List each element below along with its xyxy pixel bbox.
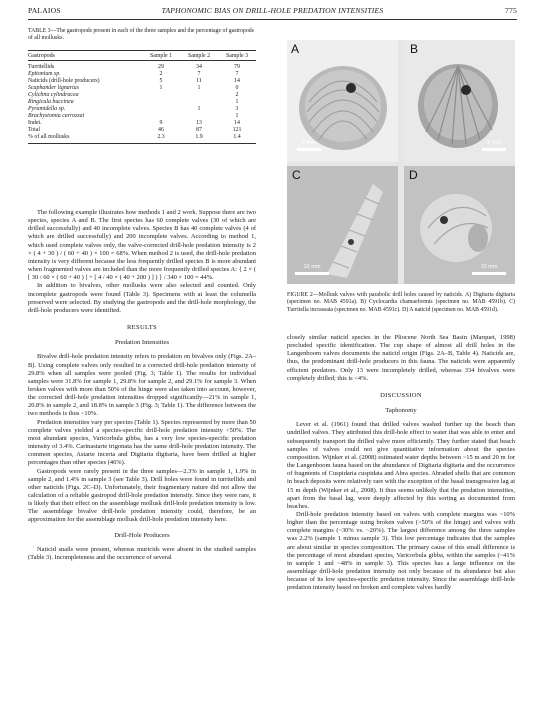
table-row [28, 78, 256, 85]
table-cell: 1 [197, 106, 201, 112]
table-cell: 1.4 [218, 134, 256, 143]
table-cell [142, 92, 180, 99]
panel-b [404, 40, 515, 162]
table-row [28, 85, 256, 92]
section-heading-discussion: DISCUSSION [380, 391, 422, 399]
table-header-row [28, 51, 256, 61]
table-cell: 7 [235, 71, 239, 77]
taxon-name: % of all mollusks [28, 134, 142, 143]
table-cell: 0 [235, 85, 239, 91]
scale-label: 2 mm [487, 140, 501, 146]
running-title: TAPHONOMIC BIAS ON DRILL-HOLE PREDATION INTENSITIES [161, 6, 384, 15]
table-cell: 7 [197, 71, 201, 77]
table-cell [142, 113, 180, 120]
table-cell: 9 [159, 120, 163, 126]
table-cell: 2 [235, 92, 239, 98]
figure-2 [287, 40, 515, 284]
paragraph: Bivalve drill-hole predation intensity refers to predation on bivalves only (Figs. 2A–B). Using complete valves only resulted in a corrected drill-hole predation intensity of 29.8% when all samples were pooled (Fig. 3; Table 1). The results for individual samples were 31.8% for sample 1, 29.8% for sample 2, and 29.1% for sample 3. When broken valves with more than 50% of the hinge were also taken into account, however, the corrected drill-hole predation intensities dropped significantly—21% in sample 1, 20.8% in sample 2, and 18.8% in sample 3 (Fig. 3; Table 1). The difference between the two methods is thus ~10%. [28, 353, 256, 418]
scale-bar [472, 272, 506, 275]
gastropod-table [28, 50, 256, 144]
column-header: Gastropods [28, 51, 142, 61]
taxon-name: Cylichna cylindracea [28, 92, 79, 98]
table-row [28, 106, 256, 113]
table-cell: 3 [235, 106, 239, 112]
right-column [287, 334, 515, 593]
table-cell: 46 [158, 127, 164, 133]
panel-label: D [409, 168, 418, 182]
table-row [28, 120, 256, 127]
subsection-heading-taphonomy: Taphonomy [385, 407, 417, 415]
figure-caption-lead: FIGURE 2 [287, 292, 313, 298]
table-cell: 14 [234, 78, 240, 84]
taxon-name: Brachystomia carrozzai [28, 113, 85, 119]
journal-name: PALAIOS [28, 6, 61, 15]
taxon-name: Ringicula buccinea [28, 99, 74, 105]
table-cell [180, 99, 218, 106]
column-header: Sample 1 [142, 51, 180, 61]
panel-c [287, 166, 398, 284]
taxon-name: Naticids (drill-hole producers) [28, 78, 100, 84]
panel-d [404, 166, 515, 284]
table-caption-text: —The gastropods present in each of the three samples and the percentage of gastropods of all mollusks. [28, 28, 254, 42]
table-caption [28, 28, 256, 42]
scale-bar [295, 272, 329, 275]
table-cell: 121 [232, 127, 242, 133]
paragraph: Lever et al. (1961) found that drilled valves washed further up the beach than undrilled valves. They attributed this drill-hole effect to water that was able to enter and subsequently transport the drilled valve more efficiently. They further stated that beach samples of valves could not give quantitative information about the species composition. Wijnker et al. (2008) estimated water depths between ~15 m and 20 m for the Langenboom fauna based on the abundance of Digitaria digitaria and the occurrence of fragments of Cuspidaria cuspidata and Abra species. Abraded shells that are common in beach deposits were relatively rare with the exception of the basal transgressive lag at 15 m depth (Wijnker et al., 2008). It thus seems unlikely that the predation intensities, apart from the basal lag, were deeply affected by this sorting as documented from beaches. [287, 421, 515, 510]
paragraph: Naticid snails were present, whereas muricids were absent in the studied samples (Table 3). Incompleteness and the occurrence of several [28, 545, 256, 561]
taxon-name: Indet. [28, 120, 42, 126]
table-cell: 13 [196, 120, 202, 126]
left-column [28, 209, 256, 562]
table-cell: 1 [159, 85, 163, 91]
section-heading-results: RESULTS [126, 324, 158, 332]
taxon-name: Turritellids [28, 64, 55, 70]
table-cell [142, 106, 180, 113]
taxon-name: Scaphander lignarius [28, 85, 79, 91]
table-cell: 11 [196, 78, 202, 84]
table-cell: 14 [234, 120, 240, 126]
paragraph: In addition to bivalves, other mollusks were also selected and counted. Only incomplete gastropods were found (Table 3). Specimens with at least the columella preserved were selected. By studying the gastropods and the drill-hole morphology, the drill-hole producers were identified. [28, 282, 256, 314]
table-cell: 1 [197, 85, 201, 91]
header-rule [28, 19, 517, 20]
paragraph: Drill-hole predation intensity based on valves with complete margins was ~10% higher than the percentage using broken valves (>50% of the hinge) and valves with complete margins (~30% vs. ~20%). The largest difference among the three samples was 2.2% (sample 1 minus sample 3). This low percentage indicates that the samples are about similar in species composition. The primary cause of this small difference is the percentage of most abundant species, Varicorbula gibba, within the samples (~41% in sample 1 and ~48% in sample 3). This species has a large influence on the assemblage drill-hole predation intensity not only because of its abundance but also because of its low species-specific predation intensity. Since the assemblage drill-hole predation intensity based on broken and complete valves hardly [287, 510, 515, 592]
table-row [28, 61, 256, 72]
table-cell: 29 [158, 64, 164, 70]
table-cell [142, 99, 180, 106]
paragraph: Gastropods were rarely present in the three samples—2.3% in sample 1, 1.9% in sample 2, and 1.4% in sample 3 (see Table 3). Drill holes were found in turritellids and other naticids (Figs. 2C–D). Unfortunately, their fragmentary nature did not allow the calculation of a reliable gastropod drill-hole predation intensity. Since they were rare, it is likely that their effect on the assemblage mollusk drill-hole predation intensity is low. The assemblage bivalve drill-hole predation intensity could, therefore, be an approximation for the assemblage mollusk drill-hole predation intensity here. [28, 467, 256, 524]
table-body [28, 61, 256, 144]
scale-bar [482, 148, 506, 151]
table-caption-lead: TABLE 3 [28, 28, 51, 34]
figure-caption [287, 292, 515, 314]
panel-a [287, 40, 398, 162]
table-cell [180, 113, 218, 120]
table-cell: 5 [159, 78, 163, 84]
panel-label: A [291, 42, 300, 56]
scale-label: 10 mm [480, 264, 498, 270]
table-cell: 1 [235, 99, 239, 105]
taxon-name: Pyramidella sp. [28, 106, 66, 112]
table-cell: 87 [196, 127, 202, 133]
panel-label: C [292, 168, 301, 182]
paragraph: closely similar naticid species in the Pliocene North Sea Basin (Marquet, 1998) precluded specific identification. The cup shape of almost all drill holes in the Langenboom valves documents the naticid origin (Figs. 2A–B, Table 4). Naticids are, thus, the predominant drill-hole producers in this fauna. The naticids were apparently efficient predators. Only 13 were incompletely drilled, whereas 334 bivalves were completely drilled; this is <4%. [287, 334, 515, 382]
paragraph: Predation intensities vary per species (Table 1). Species represented by more than 50 complete valves yielded a species-specific drill-hole predation intensity <50%. The most abundant species, Varicorbula gibba, has a very low species-specific predation intensity of 3.4%. Carinastarte trigonata has the same drill-hole predation intensity. The common species, Astarte incerta and Digitaria digitaria, have been drilled at higher percentages than other species (46%). [28, 418, 256, 467]
scale-bar [297, 148, 321, 151]
subsection-heading-predation: Predation Intensities [114, 339, 170, 347]
table-row [28, 99, 256, 106]
table-cell: 2.3 [142, 134, 180, 143]
subsection-heading-producers: Drill-Hole Producers [114, 531, 170, 539]
table-cell: 79 [234, 64, 240, 70]
panel-label: B [410, 42, 419, 56]
table-cell: 1 [235, 113, 239, 119]
table-cell [180, 92, 218, 99]
table-cell: 2 [159, 71, 163, 77]
table-row [28, 113, 256, 120]
scale-label: 10 mm [303, 264, 321, 270]
table-row [28, 92, 256, 99]
table-cell: 34 [196, 64, 202, 70]
scale-label: 2 mm [302, 140, 316, 146]
taxon-name: Epitonium sp. [28, 71, 61, 77]
figure-caption-text: —Mollusk valves with parabolic drill holes caused by naticids. A) Digitaria digitaria (specimen no. MAB 4591a). B) Cyclocardia chamaeformis (specimen no. MAB 4591b). C) Turritella incrassata (specimen no. MAB 4591c). D) A naticid (specimen no. MAB 4591d). [287, 292, 515, 313]
column-header: Sample 2 [180, 51, 218, 61]
table-row [28, 71, 256, 78]
table-cell: 1.9 [180, 134, 218, 143]
table-row [28, 134, 256, 143]
page-number: 775 [505, 6, 517, 15]
running-header [28, 6, 517, 18]
taxon-name: Total [28, 127, 41, 133]
column-header: Sample 3 [218, 51, 256, 61]
table-row [28, 127, 256, 134]
paragraph: The following example illustrates how methods 1 and 2 work. Suppose there are two species, species A and B. The first species has 60 complete valves (30 of which are drilled successfully) and 40 incomplete valves. Species B has 40 complete valves (4 of which are drilled successfully) and 200 incomplete valves. According to method 1, which used complete valves only, the valve-corrected drill-hole predation intensity is 2 × ( 4 + 30 ) / ( 60 + 40 ) × 100 = 68%. When method 2 is used, the drill-hole predation intensity is very different because the less frequently drilled species B is more abundant when fragmented valves are included than the more frequently drilled species A: { 2 × ( [ 30 / 60 × ( 60 + 40 ) ] + [ 4 / 40 × ( 40 + 200 ) ] ) } / 340 × 100 = 44%. [28, 209, 256, 282]
